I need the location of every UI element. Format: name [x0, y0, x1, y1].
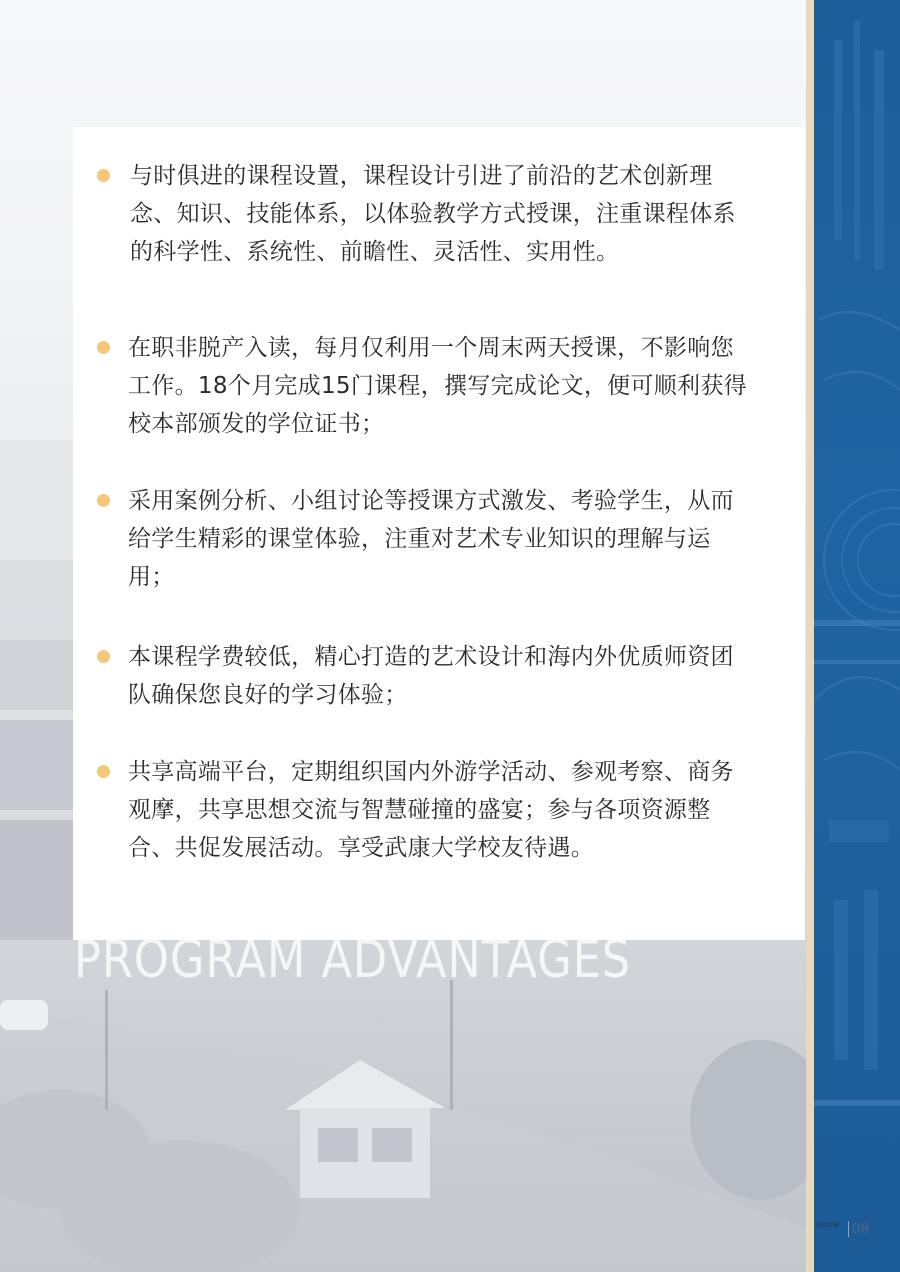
ucam-logo: UCAM — [816, 1222, 839, 1229]
bullet-dot — [97, 765, 110, 778]
bullet-text-5: 共享高端平台，定期组织国内外游学活动、参观考察、商务观摩，共享思想交流与智慧碰撞的盛宴；参与各项资源整合、共促发展活动。享受武康大学校友待遇。 — [128, 759, 734, 861]
bullet-dot — [97, 169, 110, 182]
bullet-text-3: 采用案例分析、小组讨论等授课方式激发、考验学生，从而给学生精彩的课堂体验，注重对艺术专业知识的理解与运用； — [128, 488, 734, 590]
program-advantages-watermark: PROGRAM ADVANTAGES — [74, 930, 631, 990]
gold-strip — [806, 0, 814, 1272]
blue-photo-band — [814, 0, 900, 1272]
bullet-text-2: 在职非脱产入读，每月仅利用一个周末两天授课，不影响您工作。18个月完成15门课程，撰写完成论文，便可顺利获得校本部颁发的学位证书； — [128, 335, 747, 437]
bullet-dot — [97, 341, 110, 354]
bullet-dot — [97, 494, 110, 507]
footer-divider — [848, 1221, 849, 1237]
bullet-dot — [97, 650, 110, 663]
bullet-text-1: 与时俱进的课程设置，课程设计引进了前沿的艺术创新理念、知识、技能体系，以体验教学方式授课，注重课程体系的科学性、系统性、前瞻性、灵活性、实用性。 — [130, 163, 736, 265]
bullet-text-4: 本课程学费较低，精心打造的艺术设计和海内外优质师资团队确保您良好的学习体验； — [128, 644, 734, 708]
page-number: 08 — [852, 1220, 870, 1237]
